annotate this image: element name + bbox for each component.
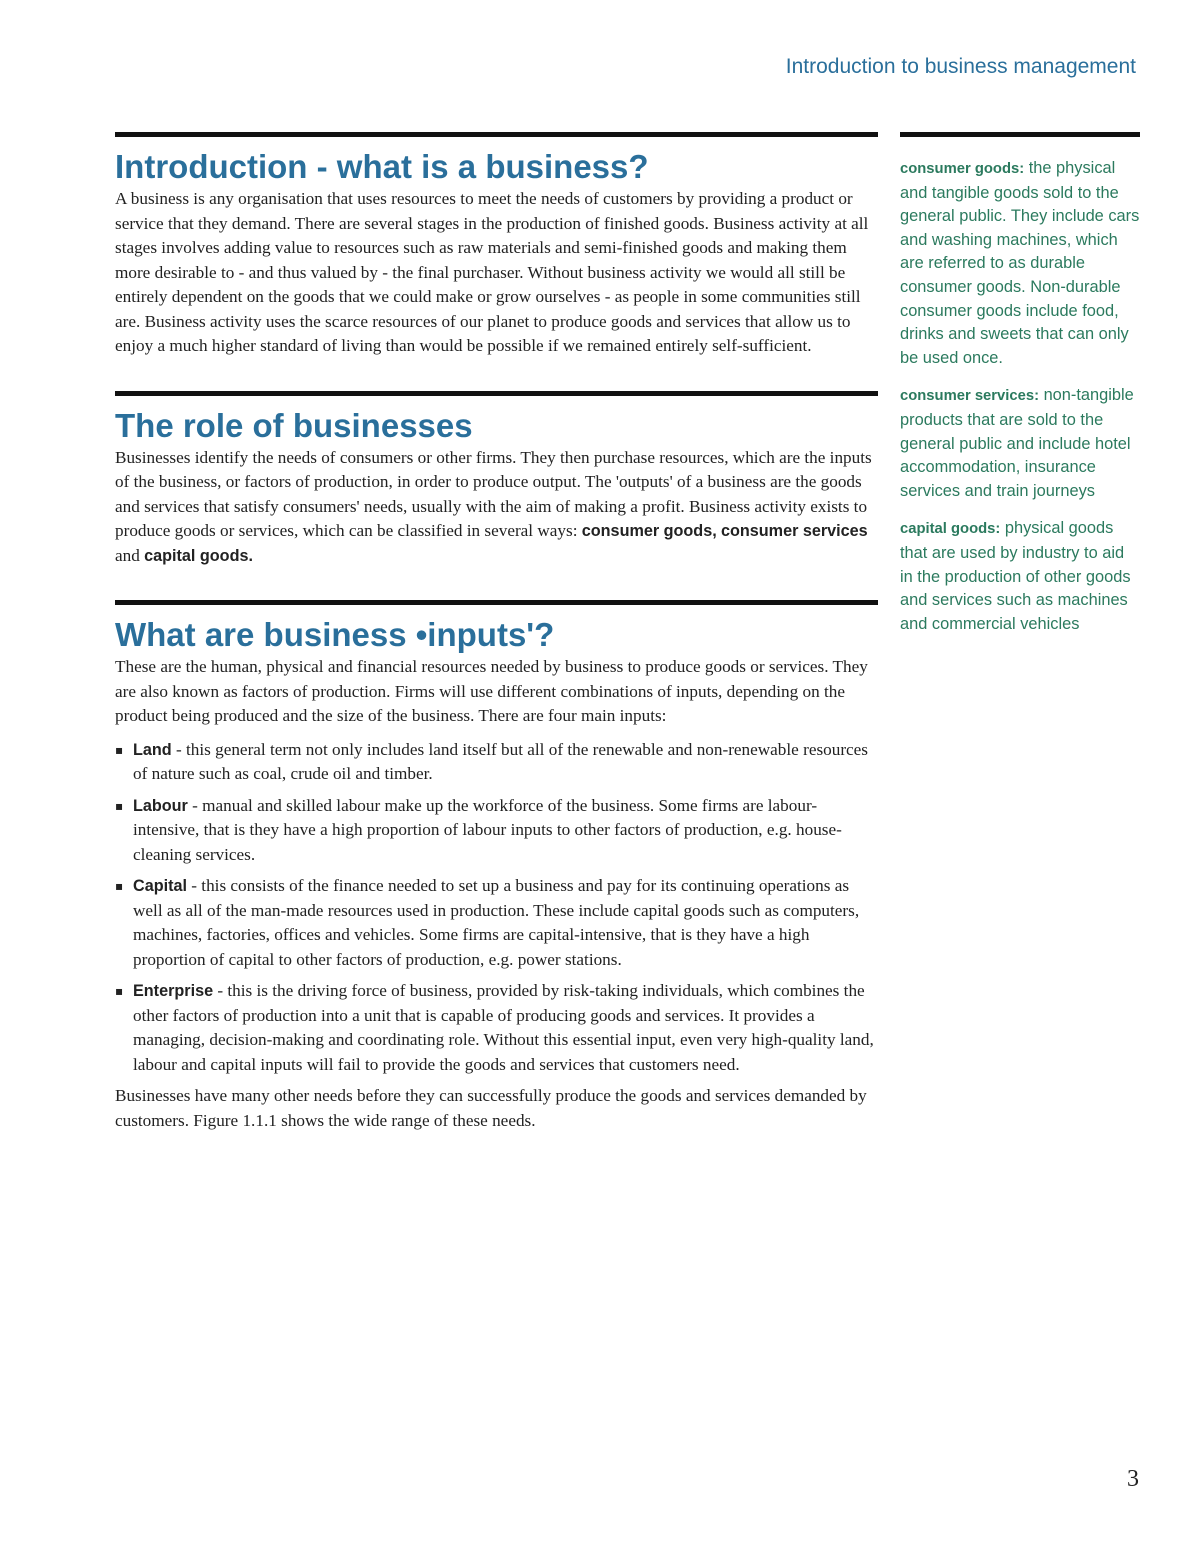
bullet-icon: ▪ [115,742,124,757]
glossary-sidebar [900,132,1140,650]
glossary-entry-consumer-services [900,384,1140,503]
input-term: Capital [133,877,187,895]
input-text: - manual and skilled labour make up the workforce of the business. Some firms are labour-intensive, that is they have a high proportion of labour inputs to other factors of production, e.g. house-cleaning services. [133,795,842,864]
keyword-capital-goods: capital goods. [144,546,253,565]
sidebar-rule [900,132,1140,137]
glossary-term: consumer services: [900,388,1040,405]
keyword-consumer-services: consumer services [721,522,868,540]
section-body: A business is any organisation that uses resources to meet the needs of customers by providing a product or service that they demand. There are several stages in the production of finished goods. Business activity at all stages involves adding value to resources such as raw materials and semi-finished goods and making them more desirable to - and thus valued by - the final purchaser. Without business activity we would all still be entirely dependent on the goods that we could make or grow ourselves - as people in some communities still are. Business activity uses the scarce resources of our planet to produce goods and services that allow us to enjoy a much higher standard of living than would be possible if we remained entirely self-sufficient. [115,189,869,355]
inputs-list [115,738,878,1078]
input-text: - this consists of the finance needed to set up a business and pay for its continuing operations as well as all of the man-made resources used in production. These include capital goods such as computers, machines, factories, offices and vehicles. Some firms are capital-intensive, that is they have a high proportion of capital to other factors of production, e.g. power stations. [133,876,860,969]
glossary-entry-consumer-goods [900,157,1140,370]
section-rule [115,391,878,396]
bullet-icon: ▪ [115,798,124,813]
glossary-definition: physical goods that are used by industry to aid in the production of other goods and services such as machines and commercial vehicles [900,519,1131,633]
section-rule [115,600,878,605]
section-intro: These are the human, physical and financial resources needed by business to produce goods or services. They are also known as factors of production. Firms will use different combinations of inputs, depending on the product being produced and the size of the business. There are four main inputs: [115,657,868,725]
section-outro: Businesses have many other needs before they can successfully produce the goods and services demanded by customers. Figure 1.1.1 shows the wide range of these needs. [115,1086,867,1130]
section-rule [115,132,878,137]
section-introduction [115,132,878,359]
glossary-definition: non-tangible products that are sold to the general public and include hotel accommodation, insurance services and train journeys [900,386,1134,500]
section-body [115,446,878,569]
glossary-definition: the physical and tangible goods sold to the general public. They include cars and washing machines, which are referred to as durable consumer goods. Non-durable consumer goods include food, drinks and sweets that can only be used once. [900,159,1140,367]
list-item [115,874,878,972]
input-text: - this is the driving force of business, provided by risk-taking individuals, which combines the other factors of production into a unit that is capable of producing goods and services. It provides a managing, decision-making and coordinating role. Without this essential input, even very high-quality land, labour and capital inputs will fail to provide the goods and services that customers need. [133,981,874,1074]
keyword-consumer-goods: consumer goods, [581,522,717,540]
section-body-text: Businesses identify the needs of consumers or other firms. They then purchase resources, which are the inputs of the business, or factors of production, in order to produce output. The 'outputs' of a business are the goods and services that satisfy consumers' needs, usually with the aim of making a profit. Business activity exists to produce goods or services, which can be classified in several ways: [115,447,872,540]
input-term: Land [133,740,172,759]
list-item [115,979,878,1077]
main-column [115,132,878,1153]
section-heading: Introduction - what is a business? [115,148,649,185]
input-term: Labour [133,796,188,815]
section-business-inputs [115,600,878,1133]
page-number: 3 [1127,1466,1139,1492]
glossary-term: capital goods: [900,521,1001,538]
running-head: Introduction to business management [785,55,1136,78]
glossary-term: consumer goods: [900,161,1025,177]
list-item [115,794,878,868]
section-heading: What are business •inputs'? [115,616,555,653]
conjunction-text: and [115,545,140,565]
input-text: - this general term not only includes land itself but all of the renewable and non-renewable resources of nature such as coal, crude oil and timber. [133,739,869,783]
list-item [115,738,878,787]
glossary-entry-capital-goods [900,517,1140,636]
bullet-icon: ▪ [115,879,124,893]
bullet-icon: ▪ [115,984,124,998]
section-role-of-businesses [115,391,878,569]
input-term: Enterprise [133,982,214,1000]
section-heading: The role of businesses [115,406,473,444]
